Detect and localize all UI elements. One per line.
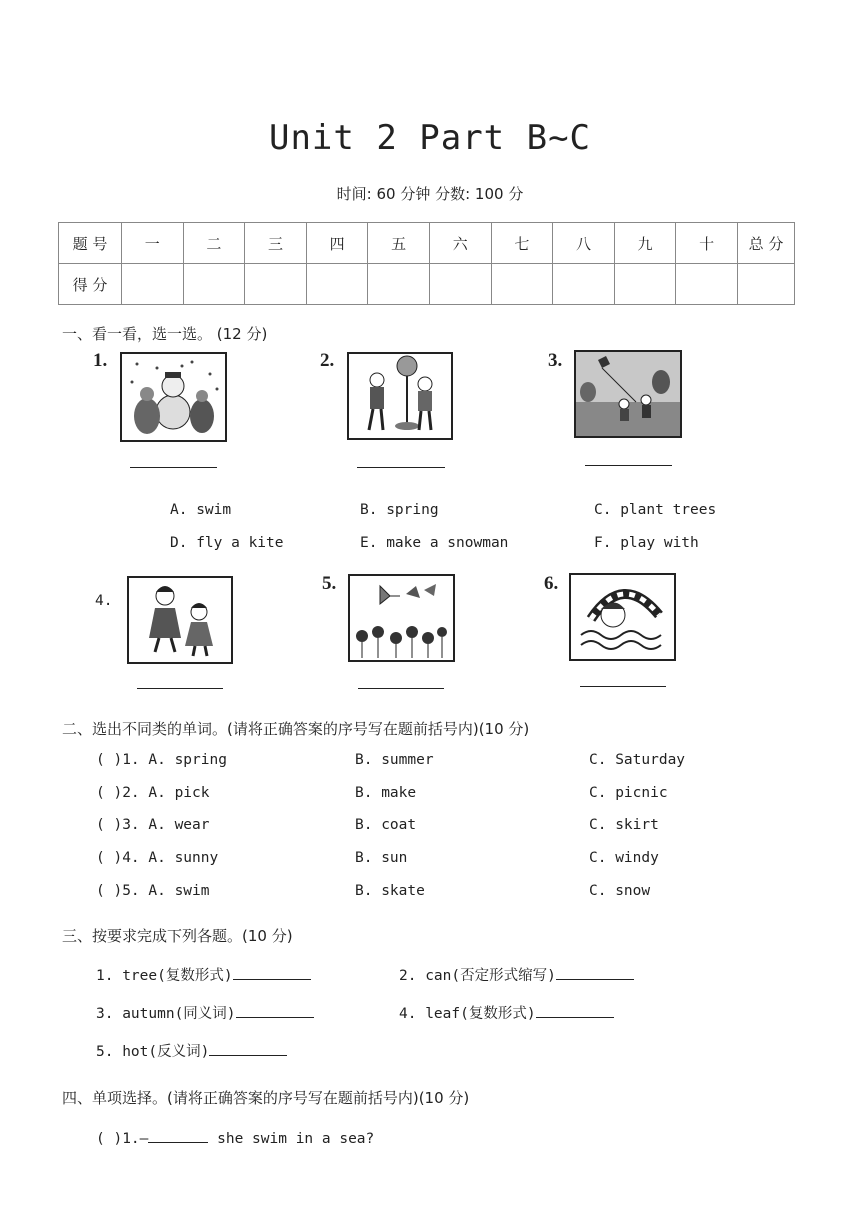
option-b: B. spring xyxy=(360,502,439,518)
list-item xyxy=(96,1002,314,1023)
score-cell[interactable] xyxy=(245,264,307,305)
section2-heading: 二、选出不同类的单词。(请将正确答案的序号写在题前括号内)(10 分) xyxy=(62,720,530,738)
list-item: C. picnic xyxy=(589,785,668,801)
answer-line[interactable] xyxy=(137,688,223,689)
question-number: 4. xyxy=(95,593,113,609)
fly-kite-picture xyxy=(574,350,682,438)
snowman-picture xyxy=(120,352,227,442)
table-cell: 十 xyxy=(676,223,738,264)
score-cell[interactable] xyxy=(676,264,738,305)
list-item: B. summer xyxy=(355,752,434,768)
item-text: 1. tree(复数形式) xyxy=(96,968,233,984)
list-item: ( )2. A. pick xyxy=(96,785,210,801)
table-cell: 六 xyxy=(429,223,491,264)
section3-heading: 三、按要求完成下列各题。(10 分) xyxy=(62,927,293,945)
table-cell: 总 分 xyxy=(738,223,795,264)
score-table xyxy=(58,222,795,305)
answer-blank[interactable] xyxy=(148,1128,208,1143)
list-item: ( )5. A. swim xyxy=(96,883,210,899)
table-cell: 七 xyxy=(491,223,553,264)
option-d: D. fly a kite xyxy=(170,535,284,551)
question-number: 5. xyxy=(322,573,337,594)
item-text: 2. can(否定形式缩写) xyxy=(399,968,556,984)
item-text: 5. hot(反义词) xyxy=(96,1044,210,1060)
list-item: ( )3. A. wear xyxy=(96,817,210,833)
score-cell[interactable] xyxy=(553,264,615,305)
score-cell[interactable] xyxy=(122,264,184,305)
question-number: 3. xyxy=(548,350,563,371)
list-item xyxy=(96,1128,374,1147)
section4-heading: 四、单项选择。(请将正确答案的序号写在题前括号内)(10 分) xyxy=(62,1089,470,1107)
page-title: Unit 2 Part B~C xyxy=(268,118,592,158)
question-number: 6. xyxy=(544,573,559,594)
answer-line[interactable] xyxy=(580,686,666,687)
swim-picture xyxy=(569,573,676,661)
list-item: B. coat xyxy=(355,817,417,833)
table-cell: 一 xyxy=(122,223,184,264)
table-cell: 四 xyxy=(306,223,368,264)
list-item xyxy=(399,964,634,985)
item-text: 4. leaf(复数形式) xyxy=(399,1006,536,1022)
score-cell[interactable] xyxy=(183,264,245,305)
plant-trees-picture xyxy=(347,352,453,440)
list-item: C. skirt xyxy=(589,817,659,833)
list-item: ( )4. A. sunny xyxy=(96,850,219,866)
list-item xyxy=(96,964,311,985)
section1-heading: 一、看一看，选一选。 (12 分) xyxy=(62,325,268,343)
answer-blank[interactable] xyxy=(209,1041,287,1056)
table-cell: 五 xyxy=(368,223,430,264)
table-cell: 八 xyxy=(553,223,615,264)
item-text: 3. autumn(同义词) xyxy=(96,1006,236,1022)
list-item: B. sun xyxy=(355,850,408,866)
list-item: C. Saturday xyxy=(589,752,686,768)
answer-line[interactable] xyxy=(130,467,217,468)
answer-line[interactable] xyxy=(358,688,444,689)
score-cell[interactable] xyxy=(429,264,491,305)
option-f: F. play with xyxy=(594,535,699,551)
list-item xyxy=(96,1040,287,1061)
option-c: C. plant trees xyxy=(594,502,717,518)
score-cell[interactable] xyxy=(738,264,795,305)
table-cell: 九 xyxy=(614,223,676,264)
answer-line[interactable] xyxy=(357,467,445,468)
page-subtitle: 时间: 60 分钟 分数: 100 分 xyxy=(336,185,524,203)
answer-line[interactable] xyxy=(585,465,672,466)
score-cell[interactable] xyxy=(491,264,553,305)
list-item: B. make xyxy=(355,785,417,801)
score-table-score-row xyxy=(59,264,795,305)
answer-blank[interactable] xyxy=(236,1003,314,1018)
list-item: ( )1. A. spring xyxy=(96,752,227,768)
list-item xyxy=(399,1002,614,1023)
score-table-header-row xyxy=(59,223,795,264)
question-number: 1. xyxy=(93,350,108,371)
answer-blank[interactable] xyxy=(536,1003,614,1018)
answer-blank[interactable] xyxy=(556,965,634,980)
option-e: E. make a snowman xyxy=(360,535,509,551)
table-cell: 二 xyxy=(183,223,245,264)
option-a: A. swim xyxy=(170,502,232,518)
score-cell[interactable] xyxy=(368,264,430,305)
list-item: C. windy xyxy=(589,850,659,866)
list-item: B. skate xyxy=(355,883,425,899)
list-item: C. snow xyxy=(589,883,651,899)
table-cell: 题 号 xyxy=(59,223,122,264)
spring-picture xyxy=(348,574,455,662)
play-with-picture xyxy=(127,576,233,664)
answer-blank[interactable] xyxy=(233,965,311,980)
table-cell: 得 分 xyxy=(59,264,122,305)
score-cell[interactable] xyxy=(306,264,368,305)
table-cell: 三 xyxy=(245,223,307,264)
item-text: ( )1.— xyxy=(96,1131,149,1147)
item-text: she swim in a sea? xyxy=(208,1131,375,1147)
score-cell[interactable] xyxy=(614,264,676,305)
question-number: 2. xyxy=(320,350,335,371)
